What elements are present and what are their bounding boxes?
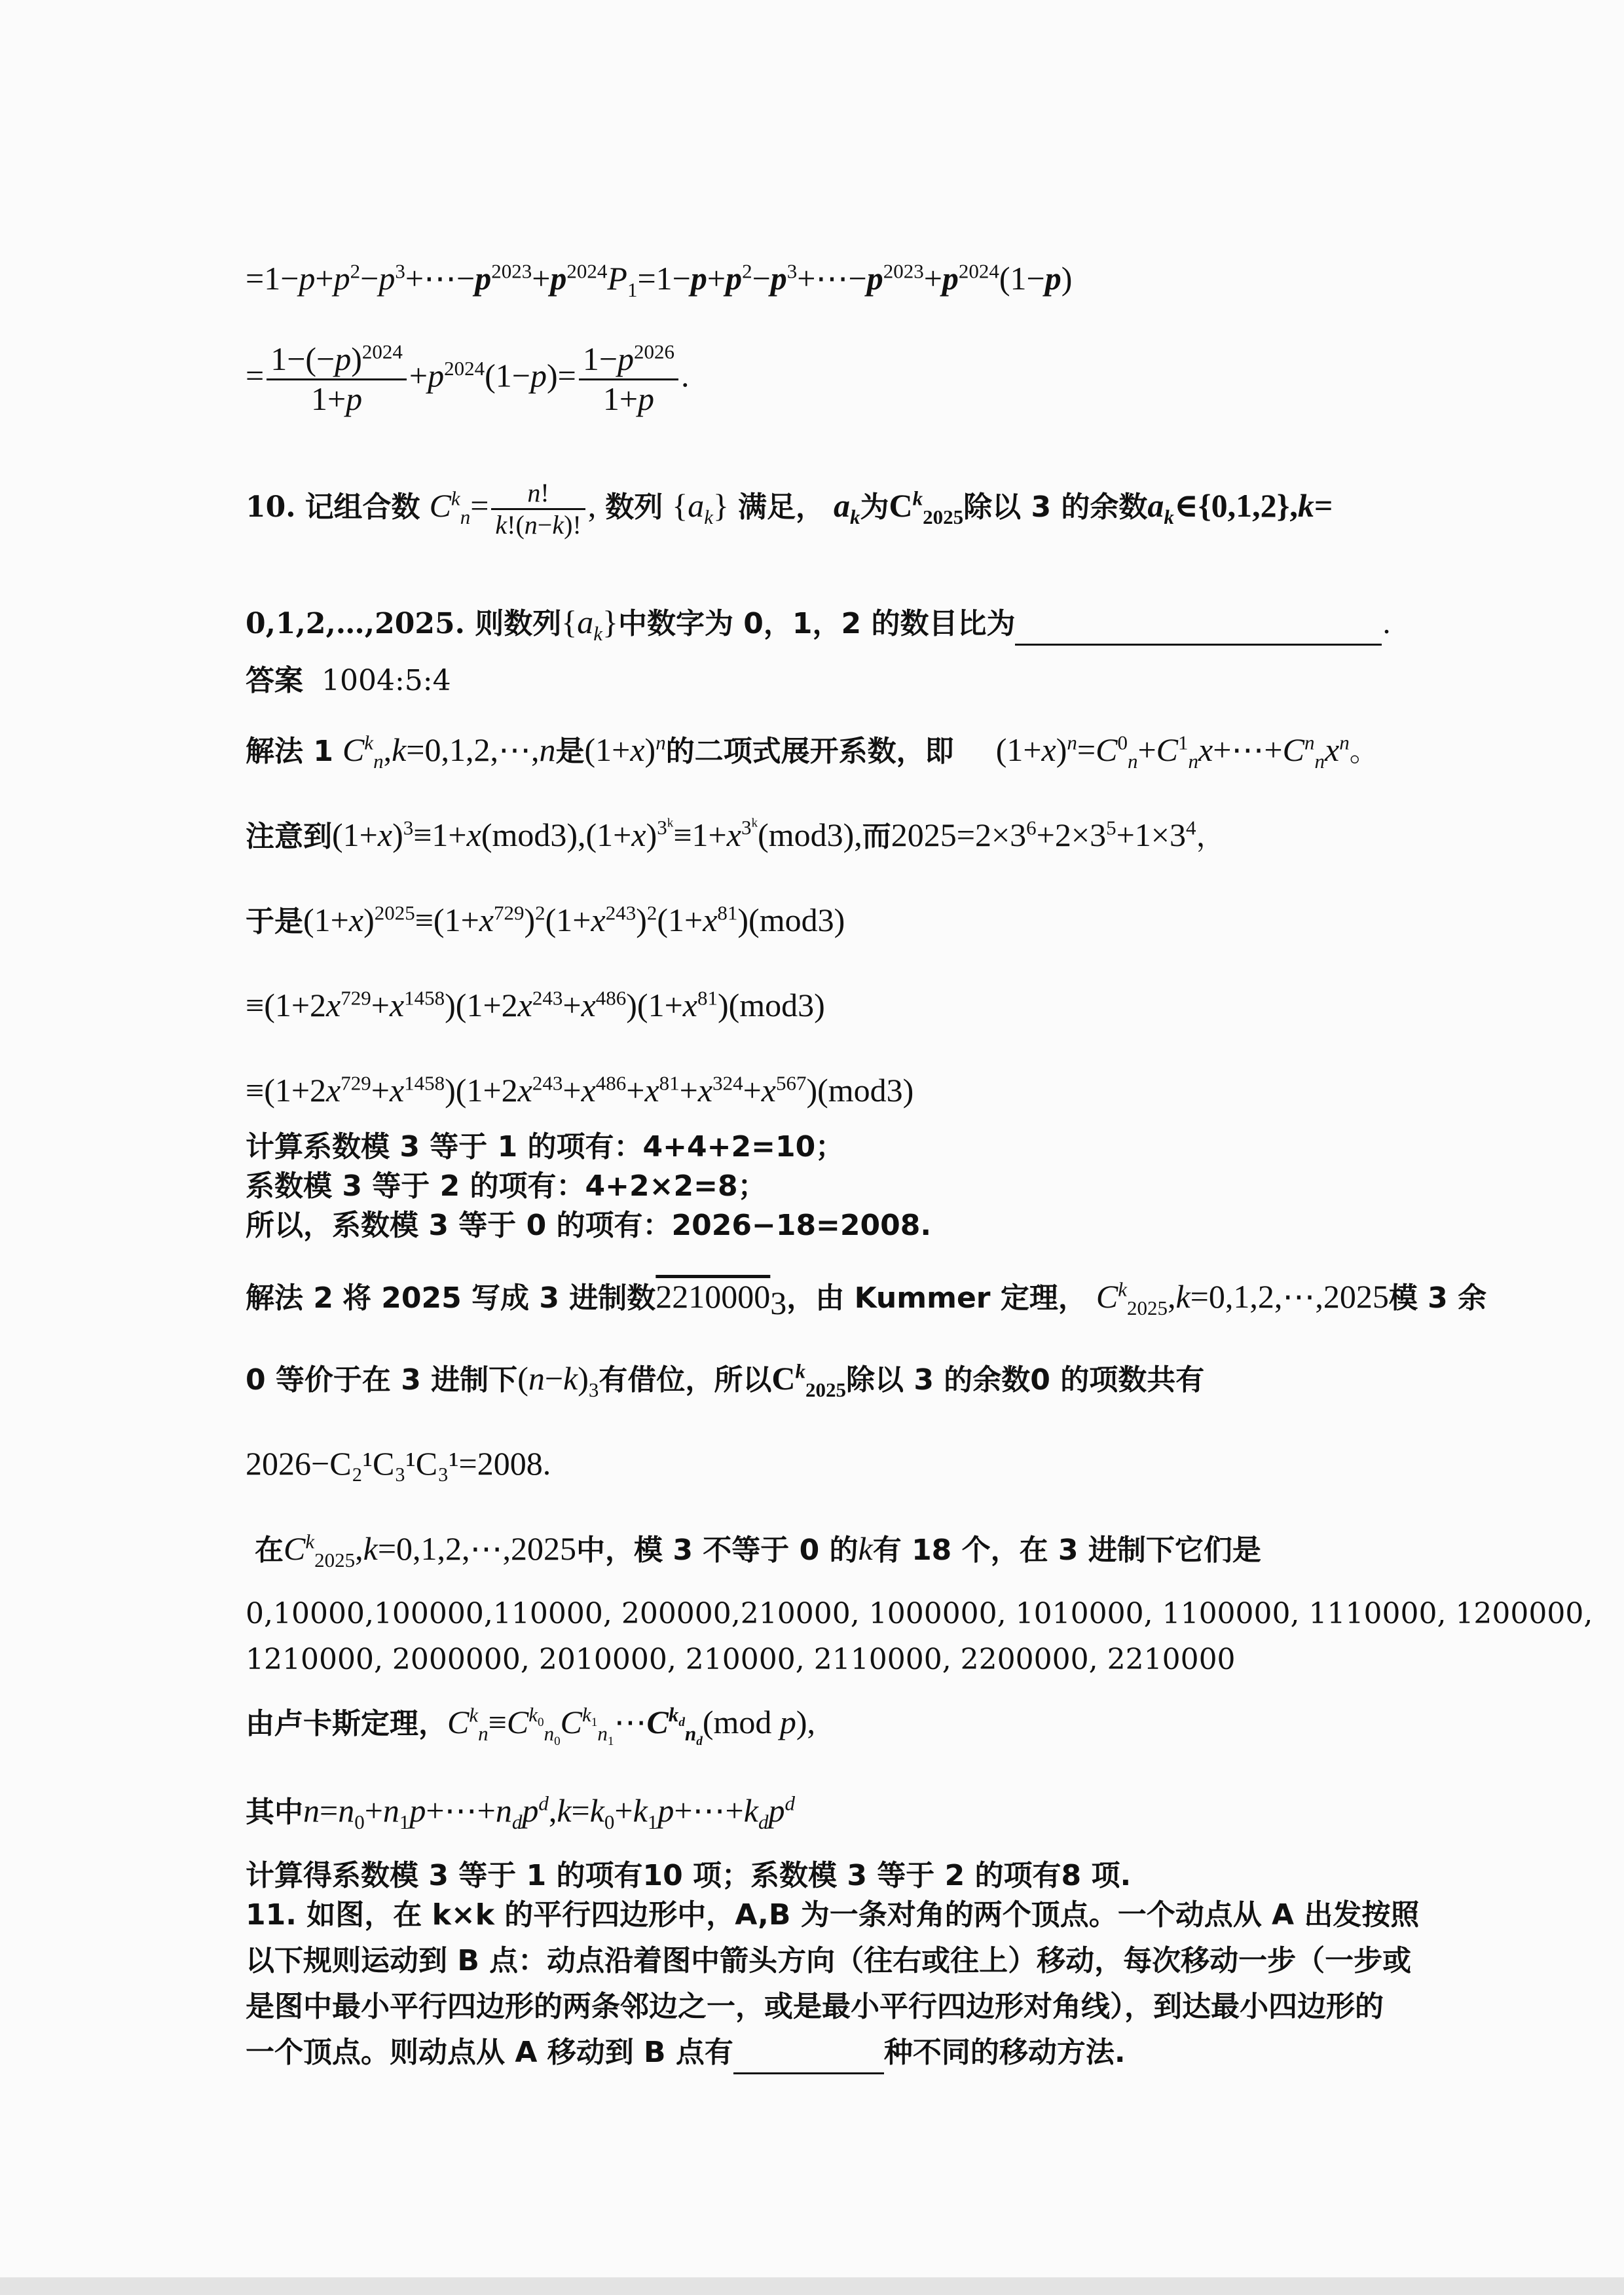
method-2-label: 解法 2 — [246, 1281, 333, 1315]
method-2-line-1: 解法 2 将 2025 写成 3 进制数$2210000_3$，由 Kummer 定理， $C^k_{2025},k=0,1,2,\cdots,2025$模 3 余 — [246, 1277, 1487, 1321]
answer-line — [246, 661, 451, 701]
lucas-theorem-line: 由卢卡斯定理，$C^k_n\equiv C^{k_0}_{n_0}C^{k_1}_{n_1}\cdots C^{k_d}_{n_d}(mod$ p), — [246, 1703, 816, 1749]
base3-list-line-1: 0,10000,100000,110000, 200000,210000, 1000000, 1010000, 1100000, 1110000, 1200000, — [246, 1597, 1593, 1630]
problem-11-line-1: 11. 如图，在 k×k 的平行四边形中，A,B 为一条对角的两个顶点。一个动点从 A 出发按照 — [246, 1898, 1420, 1932]
page-bottom-edge — [0, 2277, 1624, 2295]
problem-10-number: 10. — [246, 490, 296, 524]
method-1-line-4: $\equiv(1+2x^{729}+x^{1458})(1+2x^{243}+x^{486})(1+x^{81})(mod3)$ — [246, 986, 825, 1023]
method-1-count-1: 计算系数模 3 等于 1 的项有：4+4+2=10； — [246, 1130, 845, 1164]
formula-continuation-line-2: = $\frac{1-(-p)^{2024}}{1+p}$ $+p^{2024}(1-p)=$ $\frac{1-p^{2026}}{1+p}$ . — [246, 340, 690, 417]
answer-blank-11[interactable] — [733, 2033, 884, 2074]
method-1-line-5: $\equiv(1+2x^{729}+x^{1458})(1+2x^{243}+x^{486}+x^{81}+x^{324}+x^{567})(mod3)$ — [246, 1071, 914, 1109]
problem-10-line-2: 0,1,2,…,2025. 则数列$\{a_k\}$中数字为 0，1，2 的数目比为 . — [246, 604, 1392, 645]
problem-11-line-3: 是图中最小平行四边形的两条邻边之一，或是最小平行四边形对角线），到达最小四边形的 — [246, 1990, 1384, 2023]
method-1-line-3: 于是$(1+x)^{2025}\equiv(1+x^{729})^2(1+x^{243})^2(1+x^{81})(mod3)$ — [246, 901, 845, 938]
method-1-count-0: 所以，系数模 3 等于 0 的项有：2026−18=2008. — [246, 1209, 932, 1242]
lucas-where-line: 其中$n=n_0+n_1p+\cdots+n_dp^d,k=k_0+k_1p+\cdots+k_dp^d$ — [246, 1791, 795, 1833]
answer-blank-10[interactable] — [1015, 604, 1382, 646]
problem-10-line-1: 10. 记组合数 $C^k_n=$ $\frac{n!}{k!(n-k)!}$ , 数列 $\{a_k\}$ 满足， $a_k$为$C^k_{2025}$除以 3 的余数$a_k\in\{0,1,2\},k=$ — [246, 478, 1333, 540]
binomial-definition: $C^k_n=$ $\frac{n!}{k!(n-k)!}$ , — [429, 478, 597, 540]
method-2-list-intro: 在$C^k_{2025},k=0,1,2,\cdots,2025$中，模 3 不等于 0 的k有 18 个，在 3 进制下它们是 — [255, 1530, 1261, 1571]
method-2-result: 2026−C₂¹C₃¹C₃¹=2008. — [246, 1445, 551, 1482]
method-1-label: 解法 1 — [246, 735, 333, 768]
method-1-line-1: 解法 1 $C^k_n,k=0,1,2,\cdots,n$是$(1+x)^n$的二项式展开系数，即 $(1+x)^n=C^0_n+C^1_nx+\cdots+C^n_nx^n$。 — [246, 731, 1378, 773]
problem-11-line-2: 以下规则运动到 B 点：动点沿着图中箭头方向（往右或往上）移动，每次移动一步（一步或 — [246, 1944, 1412, 1977]
formula-continuation-line-1: $=1-p+p^2-p^3+\cdots-p^{2023}+p^{2024}P_1=1-p+p^2-p^3+\cdots-p^{2023}+p^{2024}(1-p)$ — [246, 259, 1073, 301]
base3-list-line-2: 1210000, 2000000, 2010000, 210000, 2110000, 2200000, 2210000 — [246, 1643, 1236, 1676]
method-1-line-2: 注意到$(1+x)^3\equiv 1+x(mod3),(1+x)^{3^k}\equiv 1+x^{3^k}(mod3)$,而$2025=2\times 3^6+2\times 3^5+1\times 3^4$， — [246, 816, 1225, 853]
answer-value: 1004:5:4 — [321, 664, 451, 697]
answer-label: 答案 — [246, 664, 303, 697]
method-2-line-2: 0 等价于在 3 进制下$(n-k)_3$有借位，所以$C^k_{2025}$除以 3 的余数0 的项数共有 — [246, 1359, 1205, 1401]
method-1-count-2: 系数模 3 等于 2 的项有：4+2×2=8； — [246, 1169, 767, 1203]
problem-11-line-4: 一个顶点。则动点从 A 移动到 B 点有 种不同的移动方法. — [246, 2033, 1126, 2074]
method-2-final: 计算得系数模 3 等于 1 的项有10 项；系数模 3 等于 2 的项有8 项. — [246, 1859, 1132, 1892]
